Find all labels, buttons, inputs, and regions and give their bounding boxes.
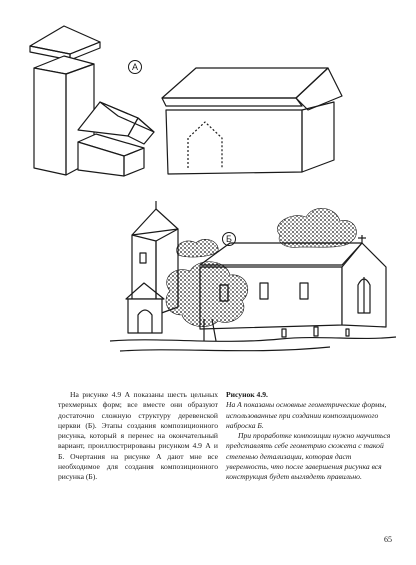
nave-roof-shape [162,68,342,110]
trees-background [177,208,357,257]
nave-block-shape [166,102,334,174]
figure-a-geometric-forms [20,10,400,185]
figure-caption [226,390,394,483]
tower-roof-shape [30,26,100,60]
figure-a-marker: А [128,60,142,74]
figure-b-church-sketch [100,195,400,375]
caption-paragraph-1: На А показаны основные геометрические формы, использованные при создании композиционного наброска Б. [226,400,387,430]
caption-paragraph-2: При проработке композиции нужно научиться представлять себе геометрию сюжета с такой степенью детализации, которая даст уверенность, что после завершения рисунка вся конструкция будет выглядеть правильно. [226,431,391,482]
caption-title: Рисунок 4.9. [226,390,268,399]
page-number: 65 [384,535,392,544]
church-gable-end [342,235,386,327]
figure-b-marker: Б [222,232,236,246]
body-paragraph: На рисунке 4.9 А показаны шесть цельных трехмерных форм; все вместе они образуют достаточно сложную структуру деревенской церкви (Б). Этапы создания композиционного рисунка, который я перенес на окончательный вариант, проиллюстрированы рисунком 4.9 А и Б. Очертания на рисунке А дают мне все необходимое для создания композиционного рисунка (Б). [58,390,218,482]
porch-block-shape [78,134,144,176]
body-text-column [58,390,218,483]
